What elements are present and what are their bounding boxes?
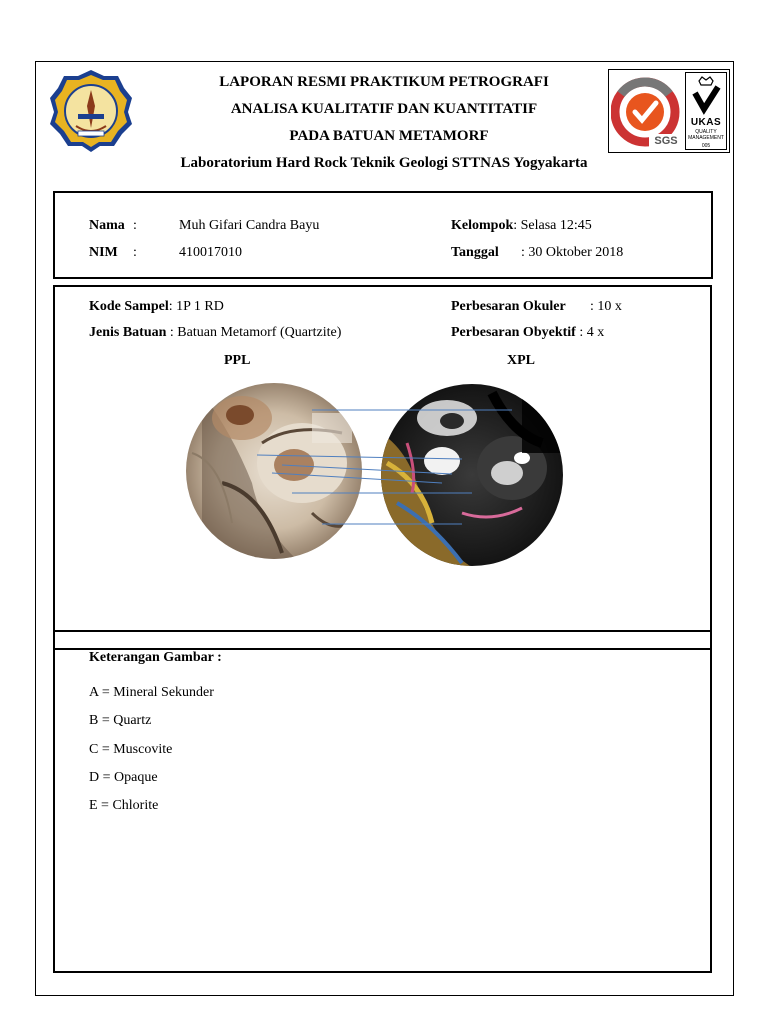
nama-label: Nama [89, 218, 125, 233]
obyektif-row [451, 325, 604, 341]
laboratory-name: Laboratorium Hard Rock Teknik Geologi STTNAS Yogyakarta [180, 155, 588, 171]
legend-item: D = Opaque [89, 770, 158, 785]
sgs-iso-logo [611, 72, 683, 150]
report-subtitle: ANALISA KUALITATIF DAN KUANTITATIF [230, 101, 538, 117]
kode-sampel-label: Kode Sampel [89, 299, 169, 314]
sgs-label: SGS [649, 134, 683, 148]
obyektif-value: : 4 x [579, 325, 605, 340]
nim-separator: : [133, 245, 137, 260]
kode-sampel-row [89, 299, 224, 315]
kelompok-row [451, 218, 592, 234]
legend-item: E = Chlorite [89, 798, 159, 813]
legend-item: A = Mineral Sekunder [89, 685, 214, 700]
crown-check-icon [686, 75, 726, 115]
xpl-photo [381, 384, 572, 573]
report-title: LAPORAN RESMI PRAKTIKUM PETROGRAFI [219, 74, 549, 90]
nama-separator: : [133, 218, 137, 233]
obyektif-label: Perbesaran Obyektif [451, 325, 576, 340]
certification-logo [608, 69, 730, 153]
ukas-quality: QUALITY [695, 129, 717, 135]
kelompok-label: Kelompok [451, 218, 514, 233]
ukas-label: UKAS [690, 117, 722, 128]
ppl-photo [186, 383, 362, 573]
nim-label: NIM [89, 245, 118, 260]
jenis-batuan-row [89, 325, 341, 341]
ukas-management: MANAGEMENT [688, 135, 724, 141]
ukas-logo [685, 72, 727, 150]
okuler-value: : 10 x [590, 299, 622, 314]
ppl-label: PPL [224, 353, 251, 368]
section-divider [53, 630, 712, 650]
tanggal-label: Tanggal [451, 245, 499, 260]
okuler-label: Perbesaran Okuler [451, 299, 566, 314]
kode-sampel-value: : 1P 1 RD [168, 299, 224, 314]
kelompok-value: : Selasa 12:45 [513, 218, 592, 233]
report-subtitle-2: PADA BATUAN METAMORF [289, 128, 489, 144]
keterangan-title: Keterangan Gambar : [89, 650, 222, 665]
identity-section [53, 191, 713, 279]
nim-value: 410017010 [179, 245, 242, 260]
legend-item: C = Muscovite [89, 742, 173, 757]
legend-item: B = Quartz [89, 713, 152, 728]
photomicrograph-figure [162, 373, 592, 583]
nama-value: Muh Gifari Candra Bayu [179, 218, 320, 233]
tanggal-value: : 30 Oktober 2018 [521, 245, 624, 260]
jenis-batuan-label: Jenis Batuan [89, 325, 167, 340]
ukas-number: 005 [701, 143, 711, 149]
xpl-label: XPL [507, 353, 535, 368]
jenis-batuan-value: : Batuan Metamorf (Quartzite) [169, 325, 342, 340]
